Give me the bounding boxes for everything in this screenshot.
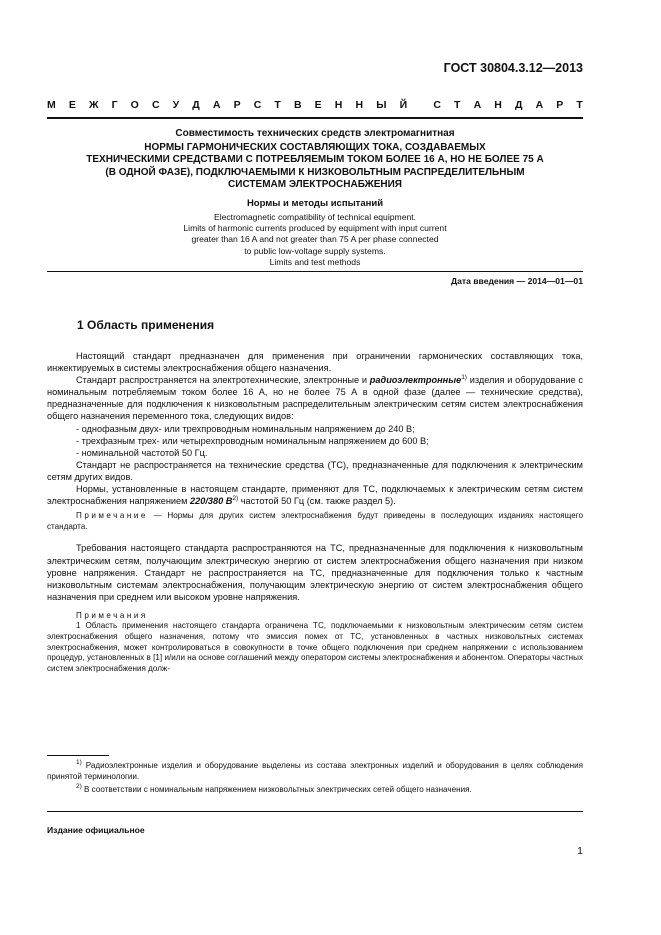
interstate-letter: Е — [314, 99, 322, 111]
interstate-letter: Д — [192, 99, 200, 111]
paragraph-4-text-a: Нормы, установленные в настоящем стандарте, применяют для ТС, подключаемых к электрическим сетям систем электроснабжения напряжением — [47, 484, 583, 507]
paragraph-2-text-b: изделия и оборудование с номинальным потребляемым током более 16 А, но не более 75 А в одной фазе (далее — технические средства), предназначенные для подключения к низковольтным распределительным электрическим сетям систем электроснабжения общего назначения переменного тока, следующих видов: — [47, 375, 583, 422]
interstate-letter: Н — [494, 99, 502, 111]
interstate-letter: У — [172, 99, 180, 111]
interstate-letter: А — [212, 99, 221, 111]
radioelectronic-term: радиоэлектронные — [369, 375, 462, 386]
interstate-letter: Н — [355, 99, 364, 111]
interstate-letter: С — [151, 99, 160, 111]
title-line: НОРМЫ ГАРМОНИЧЕСКИХ СОСТАВЛЯЮЩИХ ТОКА, СОЗДАВАЕМЫХ — [144, 142, 486, 153]
english-line: Electromagnetic compatibility of technical equipment. — [213, 212, 417, 222]
title-line: СИСТЕМАМ ЭЛЕКТРОСНАБЖЕНИЯ — [228, 178, 402, 190]
title-line: ТЕХНИЧЕСКИМИ СРЕДСТВАМИ С ПОТРЕБЛЯЕМЫМ ТОКОМ БОЛЕЕ 16 А, НО НЕ БОЛЕЕ 75 А — [86, 154, 544, 166]
english-line: greater than 16 A and not greater than 75 A per phase connected — [191, 234, 439, 245]
interstate-letter: Г — [111, 99, 118, 111]
interstate-letter: М — [47, 99, 56, 111]
title-english — [47, 212, 583, 268]
note-1 — [47, 511, 583, 532]
interstate-letter: Ж — [88, 99, 99, 111]
section-body — [47, 350, 583, 674]
english-line: Limits and test methods — [269, 256, 361, 267]
interstate-letter: Ы — [376, 99, 387, 111]
interstate-letter: В — [293, 99, 302, 111]
gost-code: ГОСТ 30804.3.12—2013 — [443, 61, 583, 75]
paragraph-5: Требования настоящего стандарта распространяются на ТС, предназначенные для подключения к низковольтным электрическим сетям, получающим электрическую энергию от систем электроснабжения общего назначения при низком уровне напряжения. Стандарт не распространяется на ТС, предназначенные для подключения только к частным низковольтным системам электроснабжения, получающим электрическую энергию от систем электроснабжения общего назначения при среднем или высоком уровне напряжения. — [47, 543, 583, 602]
footnote-text: В соответствии с номинальным напряжением низковольтных электрических сетей общего назначения. — [81, 785, 472, 795]
interstate-letter: С — [253, 99, 262, 111]
footnote-mark: 1) — [76, 759, 82, 766]
english-line: Limits of harmonic currents produced by equipment with input current — [183, 223, 447, 234]
paragraph-2-text-a: Стандарт распространяется на электротехнические, электронные и — [76, 375, 370, 386]
note-text: — Нормы для других систем электроснабжения будут приведены в последующих изданиях настоящего стандарта. — [47, 511, 583, 531]
footer-rule — [47, 811, 583, 812]
interstate-letter: С — [433, 99, 441, 111]
list-item: - номинальной частотой 50 Гц. — [76, 447, 208, 458]
interstate-letter: Т — [454, 99, 461, 111]
paragraph-4-text-b: частотой 50 Гц (см. также раздел 5). — [238, 496, 396, 507]
note-label: Примечание — [76, 511, 148, 521]
interstate-letter: Й — [399, 99, 408, 111]
english-line: to public low-voltage supply systems. — [244, 245, 386, 256]
list-item: - однофазным двух- или трехпроводным номинальным напряжением до 240 В; — [76, 423, 415, 434]
official-edition: Издание официальное — [47, 825, 145, 835]
interstate-letter: Т — [576, 99, 583, 111]
interstate-letter: Р — [556, 99, 564, 111]
header-rule — [47, 117, 583, 119]
footnote-ref-1: 1) — [461, 374, 467, 382]
interstate-letter: О — [130, 99, 139, 111]
introduction-date: Дата введения — 2014—01—01 — [450, 276, 583, 286]
footnote-mark: 2) — [76, 783, 82, 791]
voltage-value: 220/380 В — [190, 496, 233, 507]
interstate-letter: Н — [334, 99, 343, 111]
footnote-text: Радиоэлектронные изделия и оборудование выделены из состава электронных изделий и оборудования в целях соблюдения принятой терминологии. — [47, 761, 583, 781]
footnote-2 — [47, 785, 583, 796]
title-line: (В ОДНОЙ ФАЗЕ), ПОДКЛЮЧАЕМЫМИ К НИЗКОВОЛЬТНЫМ РАСПРЕДЕЛИТЕЛЬНЫМ — [105, 166, 525, 178]
title-norms: Нормы и методы испытаний — [246, 198, 384, 209]
page-number: 1 — [577, 845, 583, 857]
interstate-letter: Е — [68, 99, 76, 111]
interstate-letter: Р — [233, 99, 241, 111]
footnotes — [47, 761, 583, 796]
note-item-1: 1 Область применения настоящего стандарта ограничена ТС, подключаемыми к низковольтным электрическим сетям систем электроснабжения общего назначения, потому что эмиссия помех от ТС, установленных в частных низковольтных системах электроснабжения, может контролироваться в совокупности в точке общего подключения при среднем напряжении с использованием процедур, установленных в [1] и/или на основе соглашений между оператором системы электроснабжения и абонентом. Операторы частных систем электроснабжения долж- — [47, 621, 583, 673]
section-heading: 1 Область применения — [77, 318, 215, 332]
footnote-1 — [47, 761, 583, 782]
paragraph-2 — [47, 374, 583, 422]
interstate-standard-label — [47, 99, 583, 111]
interstate-letter: А — [535, 99, 544, 111]
interstate-letter: Д — [514, 99, 523, 111]
date-rule — [47, 271, 583, 272]
footnote-rule — [47, 755, 109, 756]
paragraph-1: Настоящий стандарт предназначен для применения при ограничении гармонических составляющих тока, инжектируемых в системы электроснабжения общего назначения. — [47, 351, 583, 374]
paragraph-3: Стандарт не распространяется на технические средства (ТС), предназначенные для подключения к электрическим сетям других видов. — [47, 459, 583, 482]
title-compatibility: Совместимость технических средств электромагнитная — [175, 128, 455, 139]
interstate-letter: Т — [274, 99, 281, 111]
notes-label: Примечания — [76, 610, 148, 620]
title-main — [47, 142, 583, 191]
paragraph-4 — [47, 483, 583, 507]
list-item: - трехфазным трех- или четырехпроводным номинальным напряжением до 600 В; — [76, 435, 429, 446]
interstate-letter: А — [473, 99, 482, 111]
footnote-ref-2: 2) — [232, 495, 239, 503]
